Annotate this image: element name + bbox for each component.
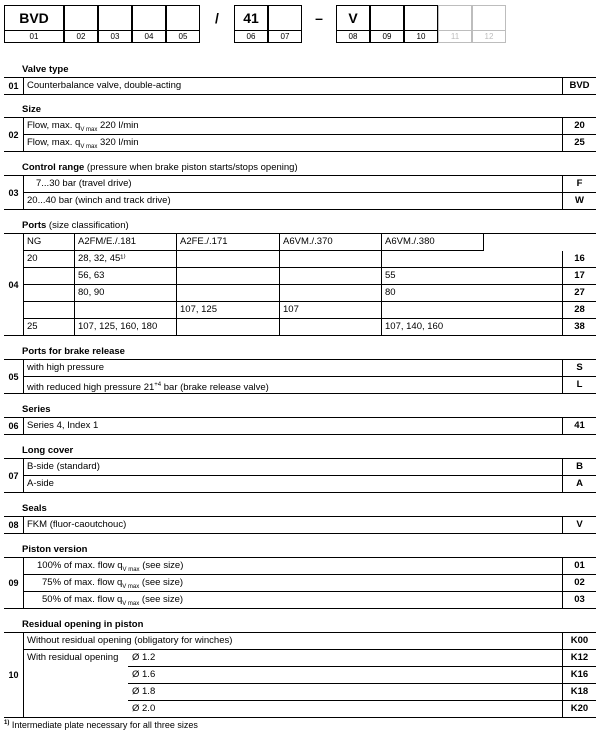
option-row <box>24 377 596 394</box>
section-title-ports: Ports (size classification) <box>22 220 129 231</box>
option-row <box>24 193 596 210</box>
code-position-05: 05 <box>166 31 200 43</box>
diameter-label: Ø 1.2 <box>132 652 156 663</box>
ports-row <box>24 268 596 285</box>
section-brake-release <box>4 359 596 394</box>
option-row <box>24 575 596 592</box>
option-label: 75% of max. flow $q_{V max}$ (see size) <box>42 577 184 590</box>
code-box-08: V <box>336 5 370 31</box>
code-position-08: 08 <box>336 31 370 43</box>
option-label: Flow, max. $q_{V max}$ 220 l/min <box>27 120 139 133</box>
option-label: B-side (standard) <box>27 461 100 472</box>
option-label: A-side <box>27 478 54 489</box>
ports-header-row <box>24 234 484 251</box>
ports-header-a6vm370: A6VM./.370 <box>283 236 333 247</box>
option-code: 25 <box>562 135 596 151</box>
code-box-10 <box>404 5 438 31</box>
section-number: 08 <box>4 517 24 534</box>
diameter-label: Ø 1.8 <box>132 686 156 697</box>
section-title-seals: Seals <box>22 503 47 514</box>
code-box-07 <box>268 5 302 31</box>
section-title-valve-type: Valve type <box>22 64 69 75</box>
option-row <box>24 701 596 718</box>
ports-cell-a2fm: 28, 32, 45¹⁾ <box>78 253 126 264</box>
code-box-03 <box>98 5 132 31</box>
option-code: 27 <box>562 285 596 301</box>
option-code: V <box>562 517 596 533</box>
footnote-mark: 1) <box>4 720 10 726</box>
code-box-04 <box>132 5 166 31</box>
section-title-piston-version: Piston version <box>22 544 88 555</box>
section-title-brake-release: Ports for brake release <box>22 346 125 357</box>
option-code: L <box>562 377 596 393</box>
ports-cell-a2fm: 107, 125, 160, 180 <box>78 321 158 332</box>
section-number: 10 <box>4 633 24 718</box>
option-label: With residual opening <box>27 652 119 663</box>
option-row <box>24 633 596 650</box>
ports-grid-line <box>483 234 484 251</box>
option-label: 7...30 bar (travel drive) <box>36 178 132 189</box>
option-code: F <box>562 176 596 192</box>
option-row <box>24 118 596 135</box>
option-code: 01 <box>562 558 596 574</box>
footnote-text: Intermediate plate necessary for all three sizes <box>9 720 198 730</box>
option-row <box>24 650 596 667</box>
option-code: 16 <box>562 251 596 267</box>
option-row <box>24 558 596 575</box>
section-residual-opening <box>4 632 596 718</box>
section-title-residual-opening: Residual opening in piston <box>22 619 144 630</box>
section-long-cover <box>4 458 596 493</box>
code-box-09 <box>370 5 404 31</box>
option-label: with high pressure <box>27 362 105 373</box>
code-position-12: 12 <box>472 31 506 43</box>
section-valve-type <box>4 77 596 95</box>
option-label: 100% of max. flow $q_{V max}$ (see size) <box>37 560 184 573</box>
section-series <box>4 417 596 435</box>
option-row <box>24 459 596 476</box>
option-row <box>24 360 596 377</box>
code-position-01: 01 <box>4 31 64 43</box>
option-code: 17 <box>562 268 596 284</box>
option-code: B <box>562 459 596 475</box>
section-number: 02 <box>4 118 24 152</box>
code-position-04: 04 <box>132 31 166 43</box>
ports-cell-a6vm380: 80 <box>385 287 396 298</box>
ports-row <box>24 319 596 336</box>
section-title-size: Size <box>22 104 42 115</box>
code-separator-slash: / <box>215 10 219 26</box>
ports-cell-ng: 20 <box>27 253 38 264</box>
option-row <box>24 476 596 493</box>
section-number: 06 <box>4 418 24 435</box>
option-row <box>24 684 596 701</box>
ports-header-a6vm380: A6VM./.380 <box>385 236 435 247</box>
option-code: 03 <box>562 592 596 608</box>
option-code: K00 <box>562 633 596 649</box>
option-code: K16 <box>562 667 596 684</box>
option-row <box>24 592 596 609</box>
option-code: 38 <box>562 319 596 335</box>
option-code: W <box>562 193 596 209</box>
code-position-07: 07 <box>268 31 302 43</box>
section-ports <box>4 233 596 336</box>
option-label: Flow, max. $q_{V max}$ 320 l/min <box>27 137 139 150</box>
ports-header-a2fm: A2FM/E./.181 <box>78 236 137 247</box>
ports-cell-a2fm: 56, 63 <box>78 270 105 281</box>
option-row <box>24 667 596 684</box>
ports-cell-a6vm370: 107 <box>283 304 299 315</box>
ports-cell-a2fm: 80, 90 <box>78 287 105 298</box>
section-seals <box>4 516 596 534</box>
option-row <box>24 176 596 193</box>
section-number: 04 <box>4 234 24 336</box>
option-code: 02 <box>562 575 596 591</box>
section-control-range <box>4 175 596 210</box>
option-row <box>24 517 596 534</box>
ports-row <box>24 285 596 302</box>
option-code: K20 <box>562 701 596 717</box>
section-piston-version <box>4 557 596 609</box>
option-label: FKM (fluor-caoutchouc) <box>27 519 127 530</box>
section-number: 07 <box>4 459 24 493</box>
code-box-11 <box>438 5 472 31</box>
section-size <box>4 117 596 152</box>
ports-cell-a6vm380: 55 <box>385 270 396 281</box>
section-title-control-range: Control range (pressure when brake piston starts/stops opening) <box>22 162 298 173</box>
code-position-02: 02 <box>64 31 98 43</box>
section-number: 03 <box>4 176 24 210</box>
diameter-label: Ø 2.0 <box>132 703 156 714</box>
option-label: 50% of max. flow $q_{V max}$ (see size) <box>42 594 184 607</box>
code-position-06: 06 <box>234 31 268 43</box>
option-row <box>24 78 596 95</box>
code-box-12 <box>472 5 506 31</box>
option-label: 20...40 bar (winch and track drive) <box>27 195 171 206</box>
option-label: Series 4, Index 1 <box>27 420 99 431</box>
option-code: BVD <box>562 78 596 94</box>
code-position-10: 10 <box>404 31 438 43</box>
option-code: K12 <box>562 650 596 667</box>
code-position-09: 09 <box>370 31 404 43</box>
ports-header-ng: NG <box>27 236 42 247</box>
code-position-11: 11 <box>438 31 472 43</box>
code-box-02 <box>64 5 98 31</box>
code-box-05 <box>166 5 200 31</box>
option-code: 28 <box>562 302 596 318</box>
ports-row <box>24 251 596 268</box>
option-code: S <box>562 360 596 376</box>
option-row <box>24 418 596 435</box>
option-row <box>24 135 596 152</box>
option-code: K18 <box>562 684 596 701</box>
diameter-label: Ø 1.6 <box>132 669 156 680</box>
option-code: A <box>562 476 596 492</box>
option-code: 41 <box>562 418 596 434</box>
ports-cell-a6vm380: 107, 140, 160 <box>385 321 444 332</box>
code-separator-dash: – <box>315 10 323 26</box>
option-label: Without residual opening (obligatory for winches) <box>27 635 233 646</box>
ports-cell-a2fe: 107, 125 <box>180 304 217 315</box>
ports-row <box>24 302 596 319</box>
code-position-03: 03 <box>98 31 132 43</box>
section-number: 05 <box>4 360 24 394</box>
option-label: with reduced high pressure $21^{+4}$ bar (brake release valve) <box>27 382 269 394</box>
option-code: 20 <box>562 118 596 134</box>
section-number: 09 <box>4 558 24 609</box>
ports-header-a2fe: A2FE./.171 <box>180 236 228 247</box>
ports-cell-ng: 25 <box>27 321 38 332</box>
section-title-series: Series <box>22 404 51 415</box>
footnote <box>4 720 198 730</box>
section-number: 01 <box>4 78 24 95</box>
option-label: Counterbalance valve, double-acting <box>27 80 182 91</box>
section-title-long-cover: Long cover <box>22 445 74 456</box>
code-box-01: BVD <box>4 5 64 31</box>
code-box-06: 41 <box>234 5 268 31</box>
